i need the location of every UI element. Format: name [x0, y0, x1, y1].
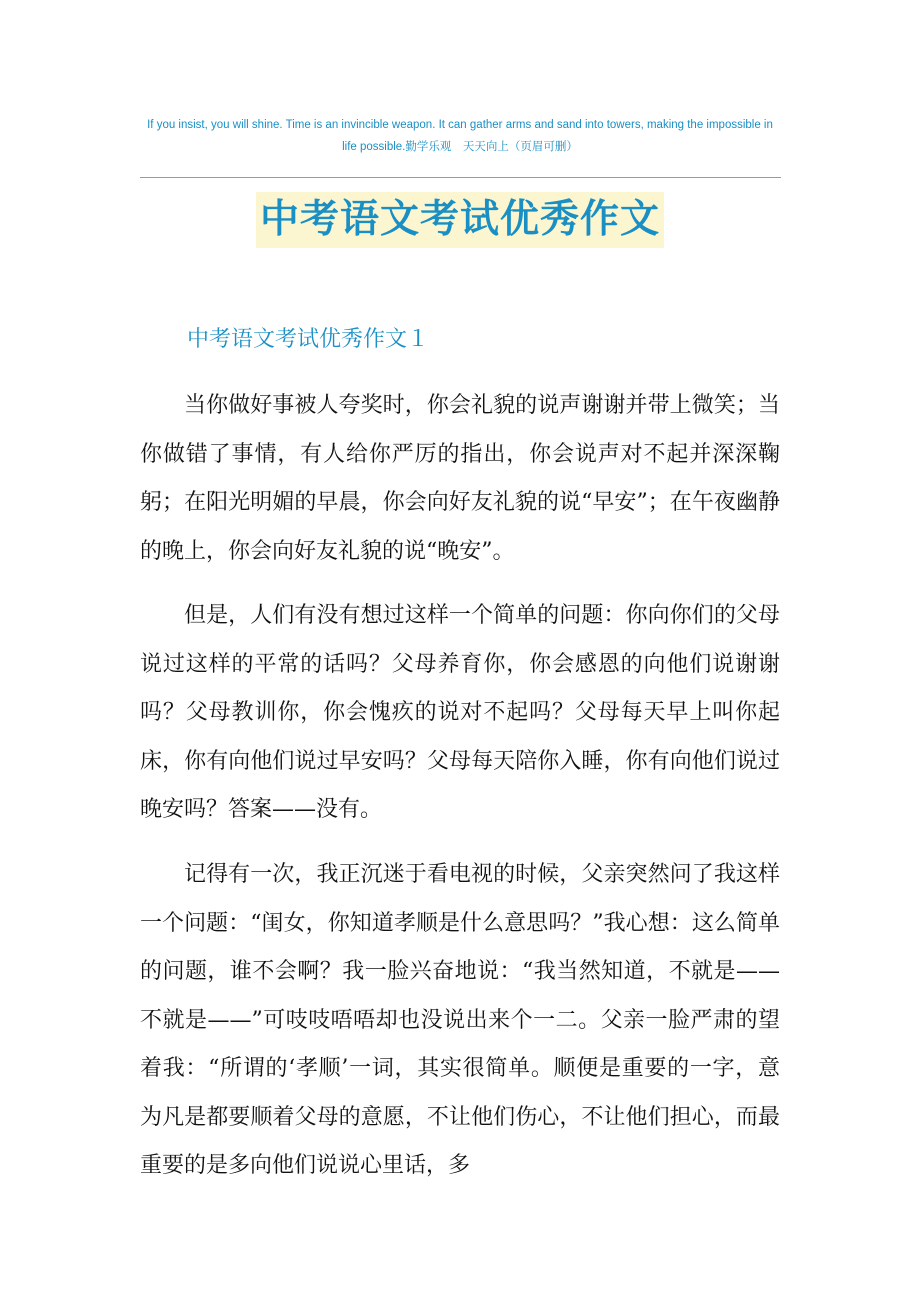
body-paragraph	[140, 382, 780, 599]
body-paragraph	[140, 851, 780, 1214]
section-heading: 中考语文考试优秀作文１	[187, 327, 430, 352]
document-title: 中考语文考试优秀作文	[256, 192, 664, 248]
paragraph-text: 但是，人们有没有想过这样一个简单的问题：你向你们的父母说过这样的平常的话吗？父母养育你，你会感恩的向他们说谢谢吗？父母教训你，你会愧疚的说对不起吗？父母每天早上叫你起床，你有向他们说过早安吗？父母每天陪你入睡，你有向他们说过晚安吗？答案——没有。	[140, 603, 780, 822]
header-divider	[140, 177, 781, 178]
paragraph-text: 当你做好事被人夸奖时，你会礼貌的说声谢谢并带上微笑；当你做错了事情，有人给你严厉的指出，你会说声对不起并深深鞠躬；在阳光明媚的早晨，你会向好友礼貌的说“早安”；在午夜幽静的晚上，你会向好友礼貌的说“晚安”。	[140, 393, 780, 564]
title-container	[0, 192, 920, 248]
body-paragraph	[140, 592, 780, 858]
paragraph-text: 记得有一次，我正沉迷于看电视的时候，父亲突然问了我这样一个问题：“闺女，你知道孝顺是什么意思吗？”我心想：这么简单的问题，谁不会啊？我一脸兴奋地说：“我当然知道，不就是——不就是——”可吱吱唔唔却也没说出来个一二。父亲一脸严肃的望着我：“所谓的‘孝顺’一词，其实很简单。顺便是重要的一字，意为凡是都要顺着父母的意愿，不让他们伤心，不让他们担心，而最重要的是多向他们说说心里话，多	[140, 862, 780, 1178]
page-header: If you insist, you will shine. Time is an invincible weapon. It can gather arms and sand into towers, making the impossible in life possible.勤学乐观 天天向上（页眉可删）	[147, 119, 773, 153]
